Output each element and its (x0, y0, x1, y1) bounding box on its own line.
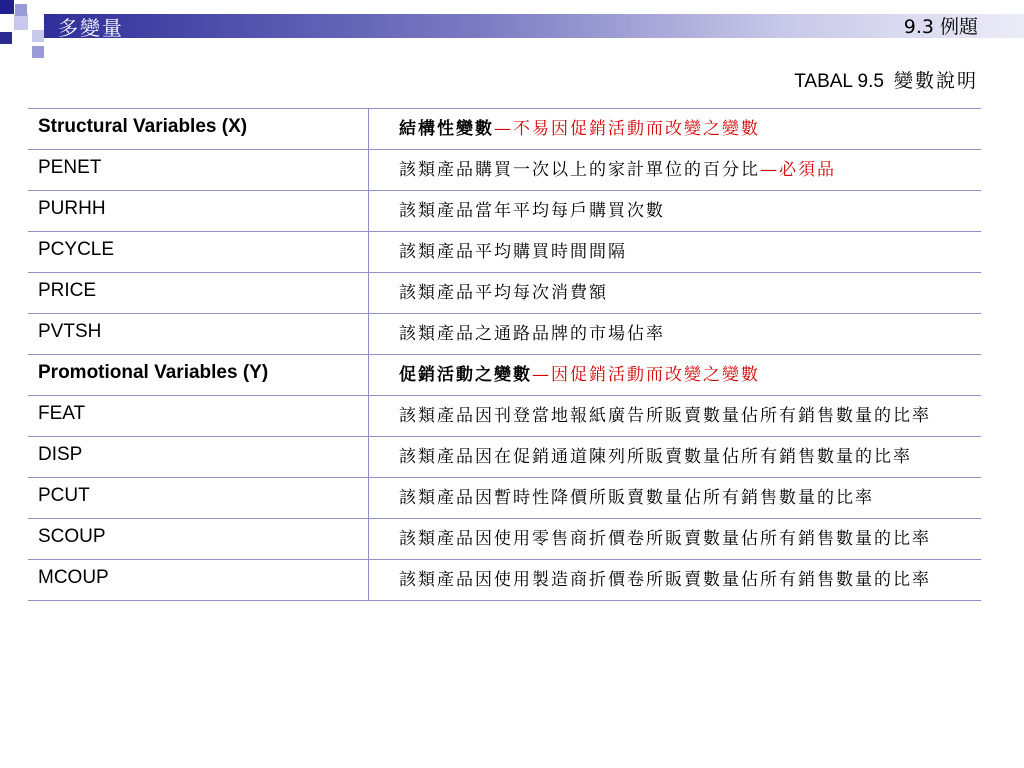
variable-name: PCYCLE (28, 232, 369, 273)
group-note: —不易因促銷活動而改變之變數 (494, 119, 760, 139)
table-row (28, 560, 981, 601)
variable-name: SCOUP (28, 519, 369, 560)
table-row (28, 314, 981, 355)
section-label: 9.3 例題 (903, 16, 978, 38)
variable-name: PRICE (28, 273, 369, 314)
table-title: 變數說明 (893, 70, 978, 92)
variable-description: 該類產品平均每次消費額 (369, 273, 982, 314)
table-number: TABAL 9.5 (794, 71, 884, 92)
group-note: —因促銷活動而改變之變數 (532, 365, 760, 385)
variable-description: 該類產品當年平均每戶購買次數 (369, 191, 982, 232)
table-row (28, 355, 981, 396)
table-row (28, 273, 981, 314)
slide-title: 多變量 (58, 16, 124, 40)
variable-description: 該類產品因刊登當地報紙廣告所販賣數量佔所有銷售數量的比率 (369, 396, 982, 437)
variable-name: DISP (28, 437, 369, 478)
variable-name: Structural Variables (X) (28, 109, 369, 150)
table-row (28, 396, 981, 437)
variable-name: PCUT (28, 478, 369, 519)
variable-name: MCOUP (28, 560, 369, 601)
decor-square (15, 4, 27, 16)
variables-table (28, 108, 981, 601)
table-row (28, 437, 981, 478)
decor-square (32, 46, 44, 58)
variable-description: 該類產品平均購買時間間隔 (369, 232, 982, 273)
variable-description (369, 355, 982, 396)
variable-description (369, 109, 982, 150)
table-caption (794, 66, 978, 97)
decor-square (32, 30, 44, 42)
variable-name: PVTSH (28, 314, 369, 355)
table-row (28, 232, 981, 273)
table-row (28, 478, 981, 519)
variable-name: FEAT (28, 396, 369, 437)
variable-description: 該類產品之通路品牌的市場佔率 (369, 314, 982, 355)
variable-name: PENET (28, 150, 369, 191)
group-label: 結構性變數 (399, 119, 494, 139)
variable-description (369, 150, 982, 191)
table-row (28, 150, 981, 191)
description-note: —必須品 (760, 160, 836, 180)
variable-name: Promotional Variables (Y) (28, 355, 369, 396)
table-row (28, 109, 981, 150)
variable-description: 該類產品因使用零售商折價卷所販賣數量佔所有銷售數量的比率 (369, 519, 982, 560)
group-label: 促銷活動之變數 (399, 365, 532, 385)
table-row (28, 519, 981, 560)
decor-square (14, 14, 28, 30)
description-text: 該類產品購買一次以上的家計單位的百分比 (399, 160, 760, 180)
variable-name: PURHH (28, 191, 369, 232)
variable-description: 該類產品因暫時性降價所販賣數量佔所有銷售數量的比率 (369, 478, 982, 519)
variable-description: 該類產品因使用製造商折價卷所販賣數量佔所有銷售數量的比率 (369, 560, 982, 601)
decor-square (0, 32, 12, 44)
decor-square (0, 0, 14, 14)
variable-description: 該類產品因在促銷通道陳列所販賣數量佔所有銷售數量的比率 (369, 437, 982, 478)
table-row (28, 191, 981, 232)
title-bar (44, 14, 1024, 38)
